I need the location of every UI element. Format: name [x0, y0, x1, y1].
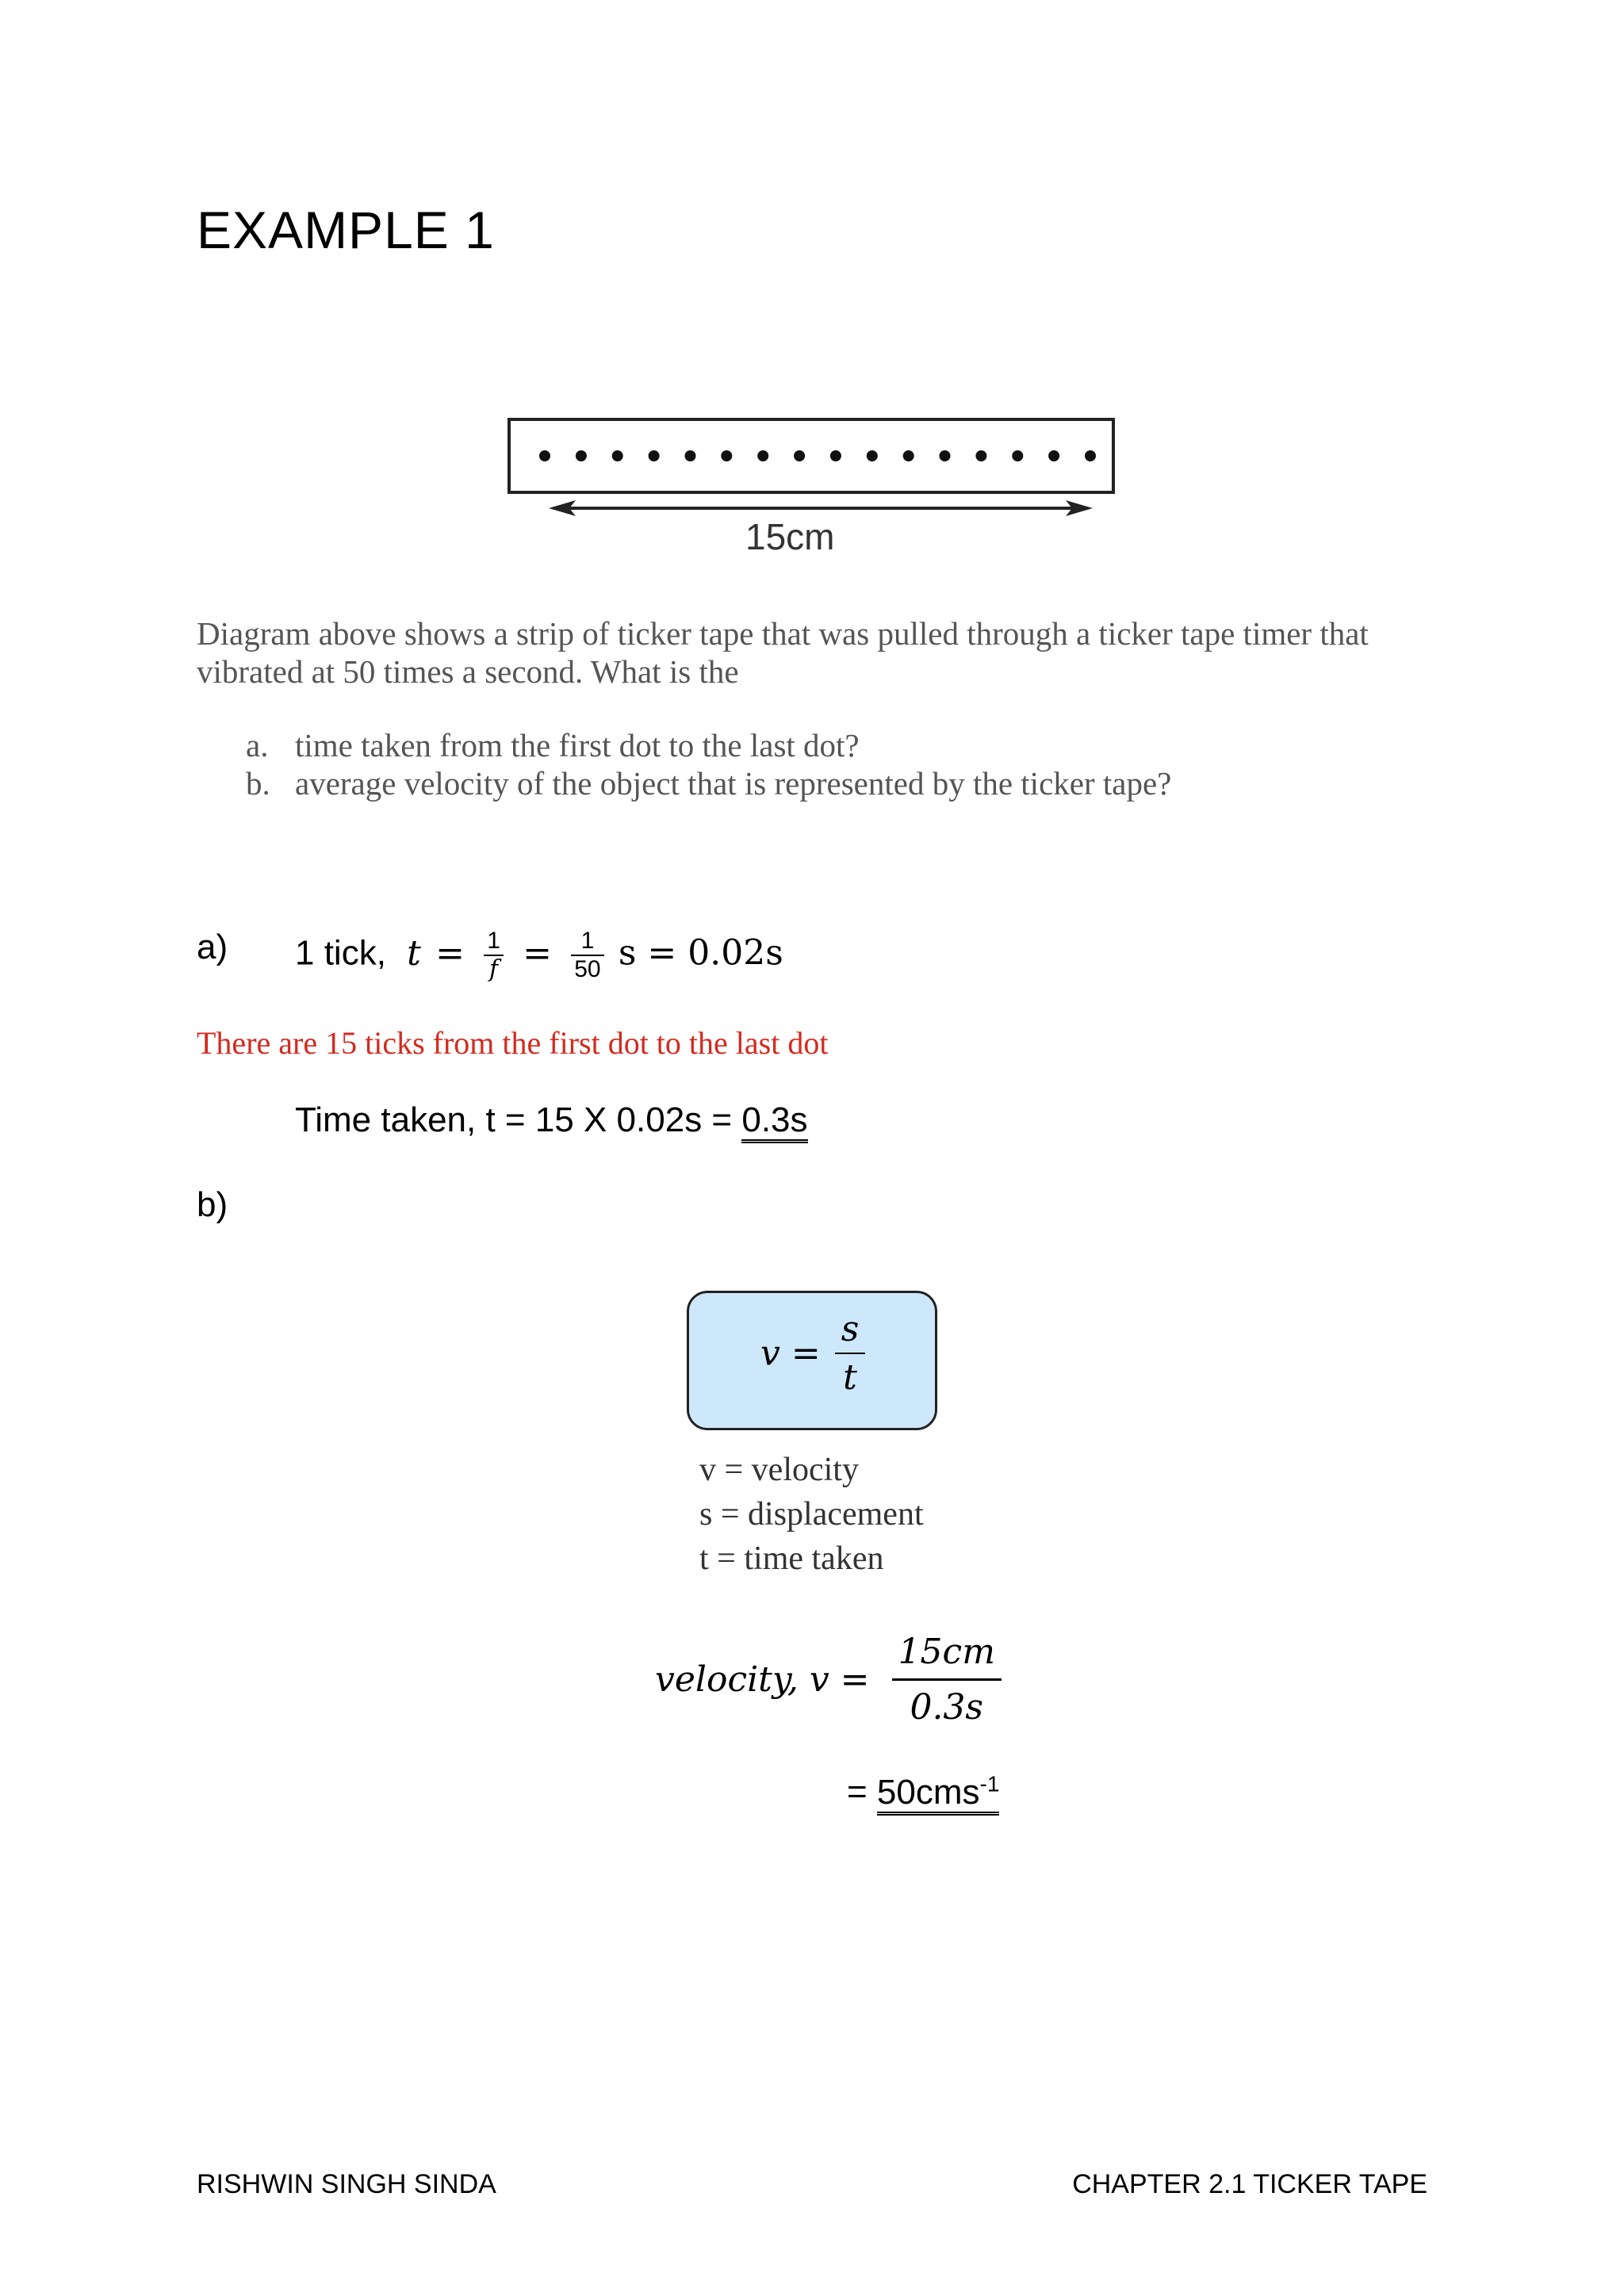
tape-dot [940, 450, 951, 461]
question-marker-a: a. [246, 727, 269, 763]
velocity-result [847, 1766, 999, 1812]
tape-dot [649, 450, 660, 461]
tape-dot [685, 450, 696, 461]
result-prefix: = [847, 1772, 877, 1812]
tape-dot [1012, 450, 1023, 461]
tape-dot [721, 450, 732, 461]
frac1-denominator: f [488, 955, 499, 983]
tape-dot [612, 450, 623, 461]
formula-numerator: s [835, 1309, 866, 1354]
tape-dot [539, 450, 550, 461]
ticks-note: There are 15 ticks from the first dot to the last dot [197, 1025, 829, 1061]
velocity-formula-box [687, 1291, 937, 1430]
velocity-fraction [892, 1632, 1002, 1728]
tape-dot [576, 450, 587, 461]
formula-denominator: t [843, 1357, 857, 1398]
velocity-numerator: 15cm [892, 1632, 1002, 1681]
tape-dot [975, 450, 986, 461]
frac2-denominator: 50 [574, 956, 601, 982]
part-a-label: a) [197, 928, 228, 966]
legend-time: t = time taken [699, 1540, 884, 1577]
result-exponent: -1 [979, 1771, 1000, 1796]
part-b-label: b) [197, 1185, 228, 1224]
time-taken-line [295, 1100, 808, 1140]
formula-legend [699, 1448, 924, 1581]
page-title: EXAMPLE 1 [197, 201, 495, 259]
tape-dot [757, 450, 768, 461]
velocity-equation [655, 1632, 1002, 1728]
question-item-b [246, 764, 1171, 802]
velocity-formula [760, 1309, 865, 1398]
question-intro: Diagram above shows a strip of ticker tape that was pulled through a ticker tape timer that vibrated at 50 times a second. What is the [197, 615, 1369, 690]
length-label: 15cm [745, 516, 835, 557]
frac1-numerator: 1 [484, 928, 504, 956]
question-item-a [246, 726, 1171, 764]
tick-result: s = 0.02s [618, 932, 783, 974]
result-value-wrap [877, 1773, 1000, 1816]
velocity-lhs: velocity, v = [655, 1659, 870, 1700]
ticker-tape-svg [508, 416, 1126, 519]
t-variable: t [407, 932, 421, 974]
frac2-numerator: 1 [571, 928, 603, 956]
ticker-tape-diagram [508, 416, 1126, 523]
formula-lhs: v = [760, 1333, 821, 1374]
question-list [246, 726, 1171, 802]
question-text-a: time taken from the first dot to the last dot? [295, 727, 860, 763]
footer-author: RISHWIN SINGH SINDA [197, 2169, 496, 2199]
tape-dot [794, 450, 805, 461]
question-marker-b: b. [246, 765, 270, 802]
question-text-b: average velocity of the object that is represented by the ticker tape? [295, 765, 1172, 802]
fraction-one-over-50 [571, 928, 603, 983]
tick-equation [295, 928, 783, 983]
formula-fraction [835, 1309, 866, 1398]
result-value: 50cms [876, 1772, 980, 1812]
time-taken-text: Time taken, t = 15 X 0.02s = [295, 1100, 742, 1139]
equals-1: = [435, 932, 465, 974]
legend-displacement: s = displacement [699, 1496, 924, 1533]
legend-velocity: v = velocity [699, 1452, 859, 1488]
tape-dot [903, 450, 914, 461]
tape-dot [867, 450, 878, 461]
tape-dot [1048, 450, 1059, 461]
tape-dot [830, 450, 841, 461]
tick-text: 1 tick, [295, 933, 386, 973]
time-taken-result: 0.3s [741, 1100, 807, 1143]
footer-chapter: CHAPTER 2.1 TICKER TAPE [1072, 2169, 1427, 2199]
equals-2: = [523, 932, 552, 974]
tape-dot [1085, 450, 1096, 461]
fraction-one-over-f [484, 928, 504, 983]
velocity-denominator: 0.3s [910, 1687, 984, 1728]
